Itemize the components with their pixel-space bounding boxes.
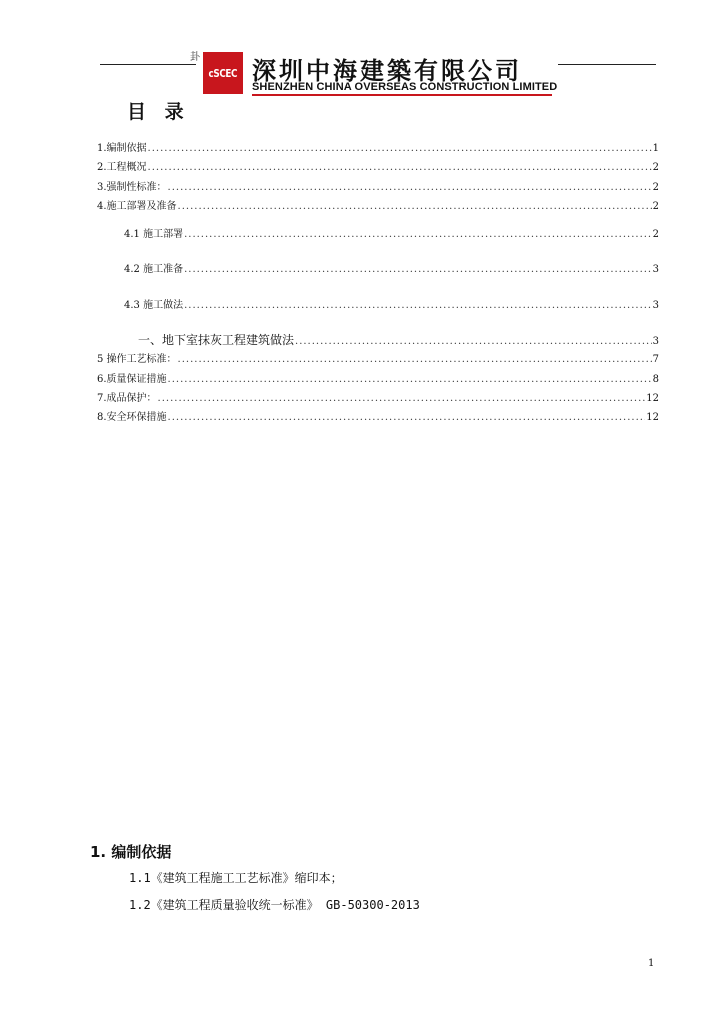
- toc-leader-dots: [148, 161, 652, 174]
- header-rule-left: [100, 64, 196, 65]
- toc-entry[interactable]: [97, 353, 659, 366]
- toc-entry-page: 2: [652, 201, 659, 212]
- toc-leader-dots: [295, 335, 652, 348]
- toc-entry[interactable]: [97, 200, 659, 213]
- toc-title: 目 录: [127, 101, 190, 123]
- toc-entry-page: 3: [652, 300, 659, 311]
- toc-entry-page: 8: [652, 374, 659, 385]
- toc-entry[interactable]: [97, 373, 659, 386]
- toc-leader-dots: [158, 392, 646, 405]
- toc-entry[interactable]: [124, 228, 659, 241]
- toc-entry[interactable]: [97, 161, 659, 174]
- section-item: 1.2《建筑工程质量验收统一标准》 GB-50300-2013: [129, 898, 420, 912]
- toc-entry[interactable]: [97, 142, 659, 155]
- toc-entry-label: 5 操作工艺标准：: [97, 354, 177, 365]
- toc-leader-dots: [178, 353, 652, 366]
- toc-entry[interactable]: [124, 299, 659, 312]
- toc-entry[interactable]: [97, 181, 659, 194]
- toc-leader-dots: [178, 200, 652, 213]
- toc-entry-label: 1.编制依据: [97, 143, 147, 154]
- toc-entry-page: 12: [646, 393, 659, 404]
- toc-entry-label: 6.质量保证措施: [97, 374, 167, 385]
- section-heading: 1. 编制依据: [90, 843, 172, 861]
- toc-entry-page: 7: [652, 354, 659, 365]
- toc-entry-label: 4.施工部署及准备: [97, 201, 177, 212]
- company-name-cn: 深圳中海建築有限公司: [252, 57, 522, 85]
- page-number: 1: [648, 958, 655, 969]
- toc-entry-label: 4.2 施工准备: [124, 264, 184, 275]
- toc-entry-page: 3: [652, 336, 659, 347]
- toc-entry-label: 3.强制性标准：: [97, 182, 167, 193]
- company-name-en: SHENZHEN CHINA OVERSEAS CONSTRUCTION LIMITED: [252, 81, 558, 93]
- toc-leader-dots: [168, 373, 652, 386]
- brand-rule: [252, 94, 552, 96]
- toc-entry-page: 2: [652, 182, 659, 193]
- toc-entry-page: 12: [646, 412, 659, 423]
- toc-entry-page: 1: [652, 143, 659, 154]
- toc-entry-label: 4.3 施工做法: [124, 300, 184, 311]
- section-item: 1.1《建筑工程施工工艺标准》缩印本；: [129, 871, 343, 885]
- toc-leader-dots: [184, 299, 652, 312]
- toc-entry[interactable]: [138, 334, 659, 348]
- toc-entry-label: 7.成品保护：: [97, 393, 157, 404]
- toc-leader-dots: [168, 411, 646, 424]
- logo-text: cSCEC: [208, 66, 238, 80]
- toc-entry-label: 4.1 施工部署: [124, 229, 184, 240]
- toc-entry[interactable]: [124, 263, 659, 276]
- toc-entry[interactable]: [97, 411, 659, 424]
- header-rule-right: [558, 64, 656, 65]
- header-mark: 卦: [190, 52, 200, 63]
- toc-entry-page: 3: [652, 264, 659, 275]
- toc-leader-dots: [168, 181, 652, 194]
- toc-entry[interactable]: [97, 392, 659, 405]
- toc-entry-label: 一、地下室抹灰工程建筑做法: [138, 333, 295, 347]
- toc-leader-dots: [184, 263, 652, 276]
- toc-entry-page: 2: [652, 229, 659, 240]
- toc-leader-dots: [184, 228, 652, 241]
- toc-leader-dots: [148, 142, 652, 155]
- toc-entry-label: 2.工程概况: [97, 162, 147, 173]
- company-logo: [203, 52, 243, 94]
- toc-entry-page: 2: [652, 162, 659, 173]
- toc-entry-label: 8.安全环保措施: [97, 412, 167, 423]
